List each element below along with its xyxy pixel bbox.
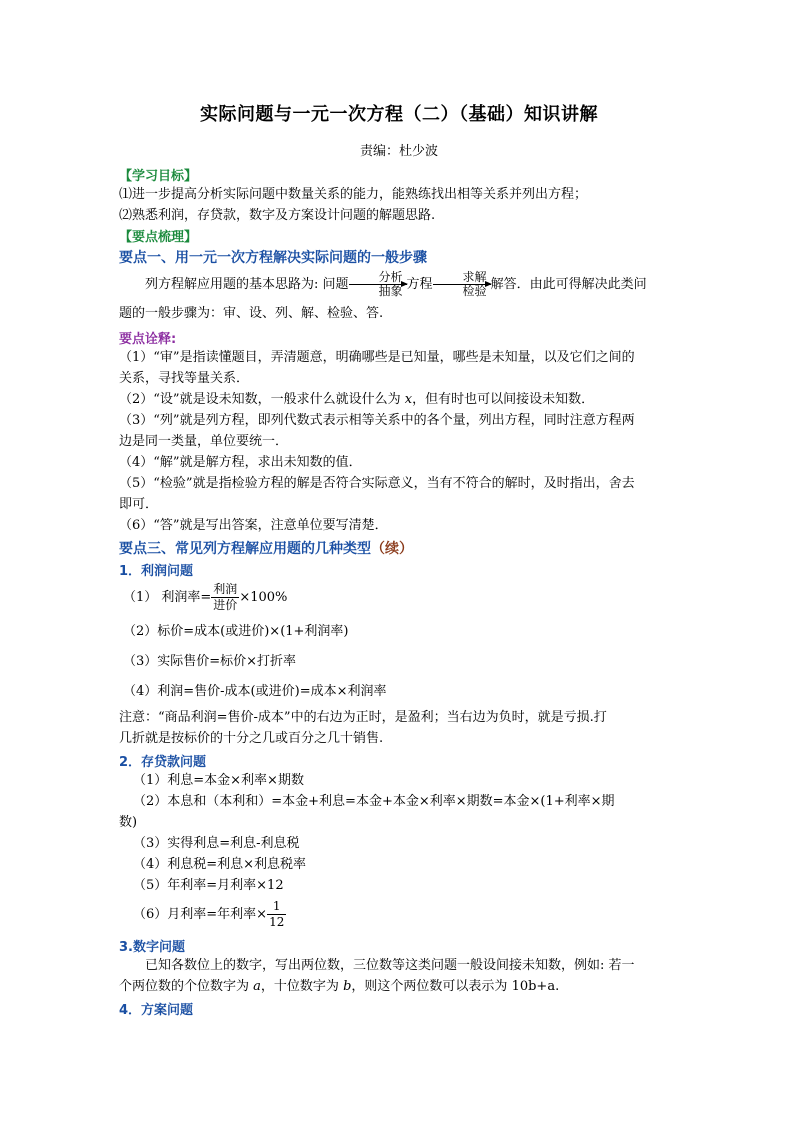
learning-goals-heading: 【学习目标】 xyxy=(119,169,198,184)
profit-formula-1: （1） 利润率= $\frac{\text{利润}}{\text{进价}}$ ×100% xyxy=(123,582,288,612)
monthly-rate-fraction: $\frac{1}{12}$ xyxy=(269,899,285,929)
solve-arrow: 求解 检验 xyxy=(433,271,491,298)
profit-formula-4: （4）利润=售价-成本(或进价)=成本×利润率 xyxy=(123,684,387,699)
explain-line: （3）“列”就是列方程，即列代数式表示相等关系中的各个量，列出方程，同时注意方程两 xyxy=(119,413,635,428)
explain-line: （2）“设”就是设未知数，一般求什么就设什么为 x，但有时也可以间接设未知数． xyxy=(119,392,595,407)
deposit-line: 数) xyxy=(119,815,138,830)
explain-line: （5）“检验”就是指检验方程的解是否符合实际意义，当有不符合的解时，及时指出，舍去 xyxy=(119,476,635,491)
deposit-heading: 2．存贷款问题 xyxy=(119,755,207,770)
point3-heading: 要点三、常见列方程解应用题的几种类型（续） xyxy=(119,541,413,557)
explain-line: （4）“解”就是解方程，求出未知数的值． xyxy=(119,455,362,470)
goal-item: ⑴进一步提高分析实际问题中数量关系的能力，能熟练找出相等关系并列出方程； xyxy=(119,187,588,202)
profit-rate-fraction: $\frac{\text{利润}}{\text{进价}}$ xyxy=(213,582,238,612)
point1-paragraph: 列方程解应用题的基本思路为: 问题 分析 抽象 方程 求解 检验 解答．由此可得解决此类问 xyxy=(145,270,647,298)
deposit-line: （3）实得利息=利息-利息税 xyxy=(133,836,300,851)
document-title: 实际问题与一元一次方程（二）（基础）知识讲解 xyxy=(200,104,598,125)
deposit-line: （4）利息税=利息×利息税率 xyxy=(133,857,307,872)
explain-line: （1）“审”是指读懂题目，弄清题意，明确哪些是已知量，哪些是未知量，以及它们之间的 xyxy=(119,350,635,365)
point1-heading: 要点一、用一元一次方程解决实际问题的一般步骤 xyxy=(119,250,427,266)
explain-heading: 要点诠释: xyxy=(119,332,177,347)
explain-line: 关系，寻找等量关系． xyxy=(119,371,250,386)
point1-steps: 题的一般步骤为：审、设、列、解、检验、答. xyxy=(119,306,384,321)
explain-line: 即可． xyxy=(119,497,159,512)
plan-heading: 4．方案问题 xyxy=(119,1003,194,1018)
digit-paragraph: 已知各数位上的数字，写出两位数，三位数等这类问题一般设间接未知数，例如: 若一 xyxy=(145,958,635,973)
digit-heading: 3.数字问题 xyxy=(119,940,185,955)
deposit-line: （6）月利率=年利率× $\frac{1}{12}$ xyxy=(133,899,285,929)
deposit-line: （5）年利率=月利率×12 xyxy=(133,878,284,893)
deposit-line: （2）本息和（本利和）=本金+利息=本金+本金×利率×期数=本金×(1+利率×期 xyxy=(133,794,615,809)
key-points-heading: 【要点梳理】 xyxy=(119,230,198,245)
explain-line: （6）“答”就是写出答案，注意单位要写清楚． xyxy=(119,518,388,533)
profit-heading: 1．利润问题 xyxy=(119,564,194,579)
analysis-arrow: 分析 抽象 xyxy=(349,271,407,298)
explain-line: 边是同一类量，单位要统一． xyxy=(119,434,289,449)
document-page xyxy=(119,100,679,1018)
goal-item: ⑵熟悉利润，存贷款，数字及方案设计问题的解题思路. xyxy=(119,208,436,223)
digit-paragraph: 个两位数的个位数字为 a，十位数字为 b，则这个两位数可以表示为 10b+a. xyxy=(119,979,560,994)
profit-note: 注意：“商品利润=售价-成本”中的右边为正时，是盈利；当右边为负时，就是亏损.打 xyxy=(119,710,607,725)
deposit-line: （1）利息=本金×利率×期数 xyxy=(133,773,304,788)
profit-formula-3: （3）实际售价=标价×打折率 xyxy=(123,654,297,669)
editor-line: 责编：杜少波 xyxy=(359,144,438,159)
profit-formula-2: （2）标价=成本(或进价)×(1+利润率) xyxy=(123,624,349,639)
profit-note: 几折就是按标价的十分之几或百分之几十销售. xyxy=(119,731,384,746)
